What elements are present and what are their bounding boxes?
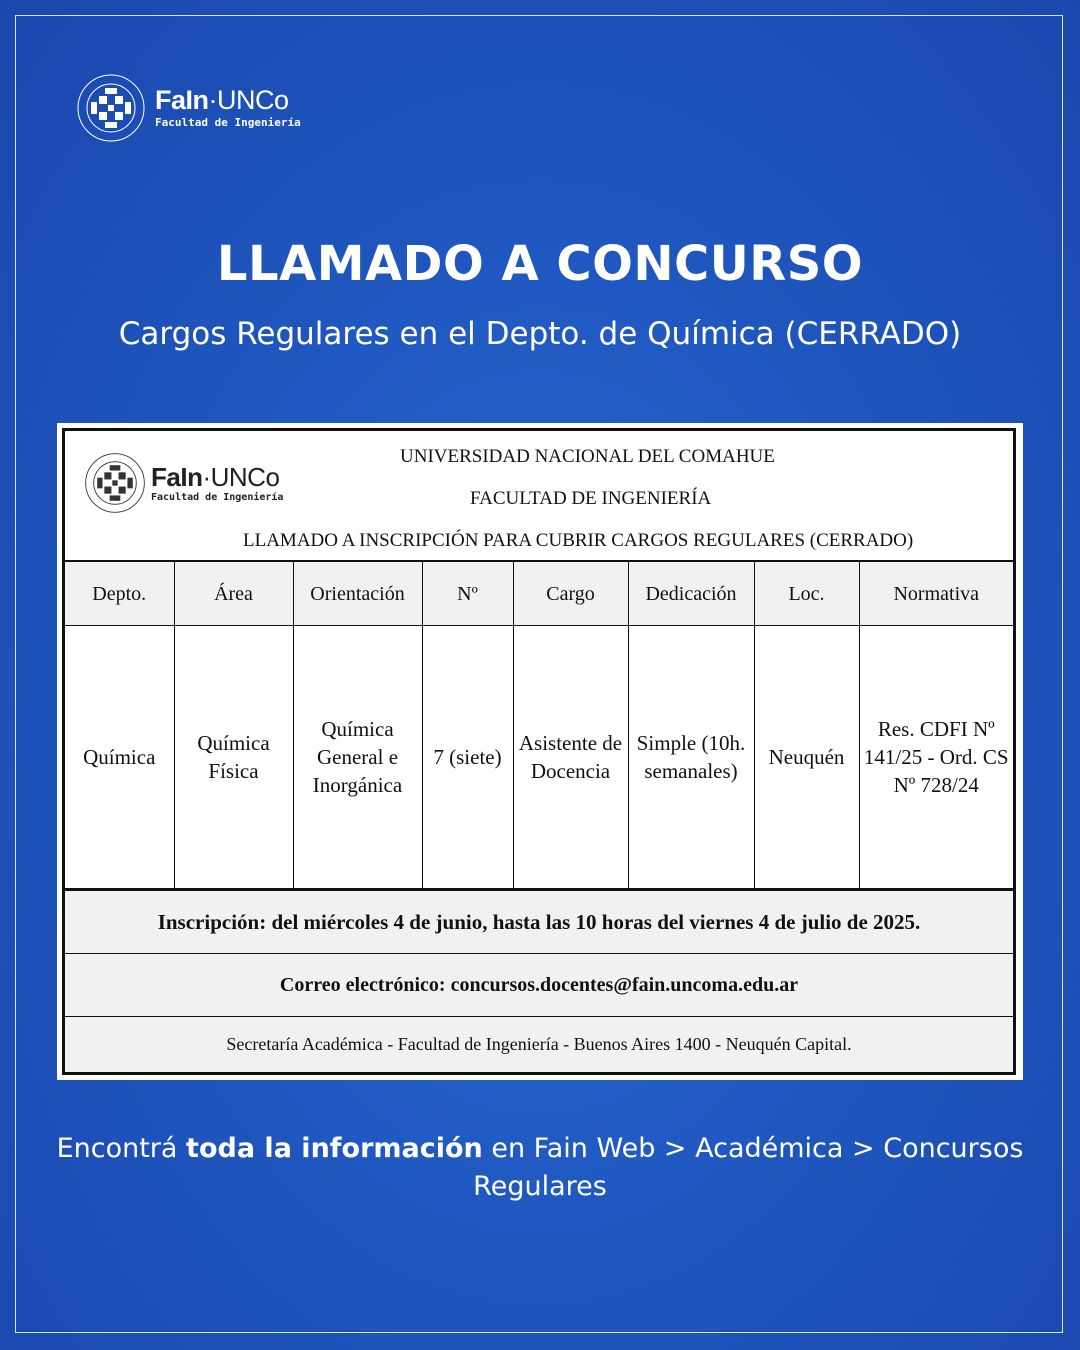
fain-unco-logo (75, 72, 301, 144)
table-row (65, 626, 1013, 889)
university-name: UNIVERSIDAD NACIONAL DEL COMAHUE (400, 446, 775, 467)
table-cell: Simple (10h. semanales) (628, 626, 754, 889)
document-logo (83, 451, 283, 515)
table-header-row (65, 562, 1013, 626)
brand-name: FaIn·UNCo (155, 85, 289, 115)
table-cell: Asistente de Docencia (513, 626, 628, 889)
page-subtitle: Cargos Regulares en el Depto. de Química (CERRADO) (118, 316, 962, 352)
call-title: LLAMADO A INSCRIPCIÓN PARA CUBRIR CARGOS REGULARES (CERRADO) (243, 530, 914, 551)
column-header: Área (174, 562, 293, 626)
footer-suffix: en Fain Web > Académica > Concursos Regulares (473, 1133, 1024, 1202)
table-cell: Res. CDFI Nº 141/25 - Ord. CS Nº 728/24 (859, 626, 1013, 889)
table-cell: Química Física (174, 626, 293, 889)
university-seal-icon (75, 72, 147, 144)
document-brand-subtitle: Facultad de Ingeniería (151, 491, 284, 503)
contact-email: Correo electrónico: concursos.docentes@fain.uncoma.edu.ar (65, 953, 1013, 1016)
page-title: LLAMADO A CONCURSO (216, 236, 864, 292)
registration-period: Inscripción: del miércoles 4 de junio, hasta las 10 horas del viernes 4 de julio de 2025. (65, 889, 1013, 953)
document-brand-name: FaIn·UNCo (151, 461, 280, 492)
footer-prefix: Encontrá (56, 1133, 187, 1164)
table-cell: Neuquén (754, 626, 859, 889)
university-seal-icon (83, 451, 147, 515)
table-cell: 7 (siete) (422, 626, 513, 889)
footer-bold: toda la información (186, 1133, 483, 1164)
column-header: Orientación (293, 562, 422, 626)
table-cell: Química (65, 626, 174, 889)
announcement-document (57, 423, 1023, 1080)
office-address: Secretaría Académica - Facultad de Ingeniería - Buenos Aires 1400 - Neuquén Capital. (65, 1016, 1013, 1072)
document-header (65, 431, 1013, 562)
footer-info (0, 1130, 1080, 1206)
column-header: Nº (422, 562, 513, 626)
table-cell: Química General e Inorgánica (293, 626, 422, 889)
positions-table (65, 562, 1013, 889)
column-header: Depto. (65, 562, 174, 626)
faculty-name: FACULTAD DE INGENIERÍA (470, 488, 712, 509)
column-header: Loc. (754, 562, 859, 626)
brand-subtitle: Facultad de Ingeniería (155, 116, 301, 129)
column-header: Dedicación (628, 562, 754, 626)
column-header: Cargo (513, 562, 628, 626)
column-header: Normativa (859, 562, 1013, 626)
